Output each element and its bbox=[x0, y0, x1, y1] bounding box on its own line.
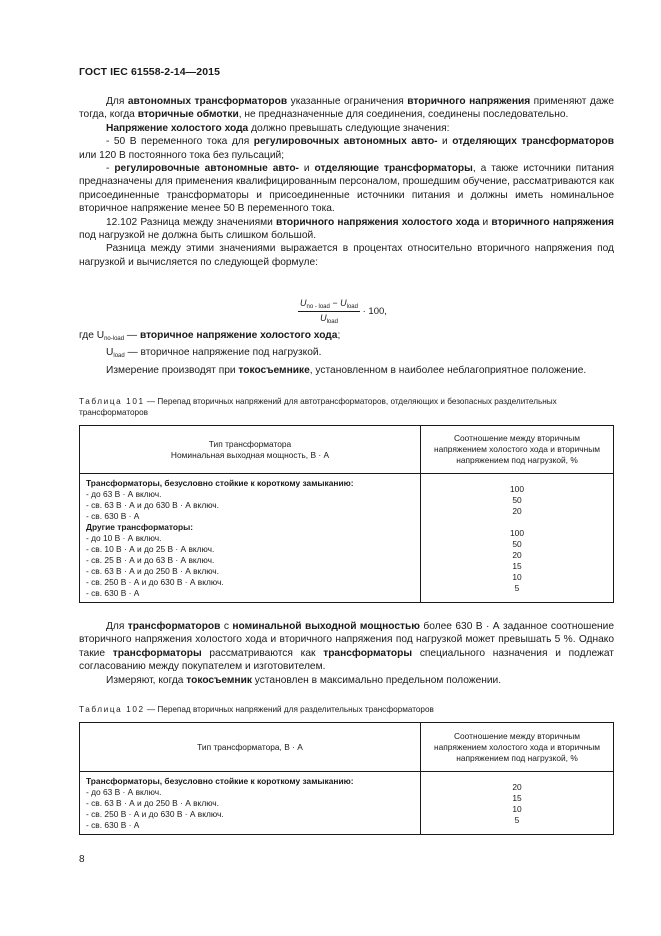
table-102 bbox=[79, 722, 614, 835]
table-102-caption: Таблица 102 — Перепад вторичных напряжений для разделительных трансформаторов bbox=[79, 705, 434, 714]
document-header: ГОСТ IEC 61558-2-14—2015 bbox=[79, 66, 221, 78]
definition-load: $U_{load}$ — вторичное напряжение под нагрузкой. bbox=[106, 347, 322, 360]
table-101-head-type: Тип трансформатора Номинальная выходная мощность, В · А bbox=[80, 426, 421, 474]
table-row: - св. 630 В · А bbox=[86, 588, 140, 598]
paragraph-12-102: 12.102 Разница между значениями вторичного напряжения холостого хода и вторичного напряжения под нагрузкой не должна быть слишком большой. bbox=[79, 216, 614, 242]
table-row: - до 63 В · А включ. bbox=[86, 489, 162, 499]
paragraph-over-630: Для трансформаторов с номинальной выходной мощностью более 630 В · А заданное соотношение вторичного напряжения холостого хода и вторичного напряжения под нагрузкой может превышать 5 %. Однако такие трансформаторы рассматриваются как трансформаторы специального назначения и подлежат согласованию между покупателем и изготовителем. bbox=[79, 621, 614, 673]
table-101-types: Трансформаторы, безусловно стойкие к короткому замыканию: - до 63 В · А включ. - св. 63 В · А и до 630 В · А включ. - св. 630 В · А Другие трансформаторы: - до 10 В · А включ. - св. 10 В · А и до 25 В · А включ. - св. 25 В · А и до 63 В · А включ. - св. 63 В · А и до 250 В · А включ. - св. 250 В · А и до 630 В · А включ. - св. 630 В · А bbox=[80, 474, 421, 603]
table-row: - св. 250 В · А и до 630 В · А включ. bbox=[86, 577, 224, 587]
paragraph-measurement: Измерение производят при токосъемнике, установленном в наиболее неблагоприятное положение. bbox=[106, 364, 587, 376]
table-row: - св. 25 В · А и до 63 В · А включ. bbox=[86, 555, 215, 565]
table-row: - св. 63 В · А и до 250 В · А включ. bbox=[86, 566, 219, 576]
table-102-types: Трансформаторы, безусловно стойкие к короткому замыканию: - до 63 В · А включ. - св. 63 В · А и до 250 В · А включ. - св. 250 В · А и до 630 В · А включ. - св. 630 В · А bbox=[80, 772, 421, 835]
table-101-caption: Таблица 101 — Перепад вторичных напряжений для автотрансформаторов, отделяющих и безопасных разделительных трансформаторов bbox=[79, 397, 557, 417]
definition-no-load: где $U_{no-load}$ — вторичное напряжение холостого хода; bbox=[79, 330, 341, 342]
table-row: - св. 630 В · А bbox=[86, 511, 140, 521]
table-row: - до 10 В · А включ. bbox=[86, 533, 162, 543]
paragraph-dash-2: - регулировочные автономные авто- и отделяющие трансформаторы, а также источники питания предназначены для применения квалифицированным персоналом, прошедшим обучение, рассматриваются как присоединенные трансформаторы и присоединенные источники питания и должны иметь номинальное вторичное напряжение менее 50 В переменного тока. bbox=[79, 163, 614, 215]
table-row: - св. 10 В · А и до 25 В · А включ. bbox=[86, 544, 215, 554]
page-number: 8 bbox=[79, 854, 85, 865]
table-102-head-type: Тип трансформатора, В · А bbox=[80, 723, 421, 772]
paragraph-difference: Разница между этими значениями выражается в процентах относительно вторичного напряжения под нагрузкой и вычисляется по следующей формуле: bbox=[79, 243, 614, 268]
body-text-definitions bbox=[79, 329, 614, 377]
paragraph-measured: Измеряют, когда токосъемник установлен в максимально предельном положении. bbox=[106, 674, 502, 686]
body-text-top bbox=[79, 95, 614, 269]
table-row: - до 63 В · А включ. bbox=[86, 787, 162, 797]
table-101 bbox=[79, 425, 614, 603]
paragraph-dash-1: - 50 В переменного тока для регулировочных автономных авто- и отделяющих трансформаторов или 120 В постоянного тока без пульсаций; bbox=[79, 136, 615, 161]
table-102-values: 20 15 10 5 bbox=[421, 772, 614, 835]
body-text-bottom bbox=[79, 620, 614, 687]
paragraph-autonomous: Для автономных трансформаторов указанные ограничения вторичного напряжения применяют даже тогда, когда вторичные обмотки, не предназначенные для соединения, соединены последовательно. bbox=[79, 96, 614, 121]
paragraph-no-load-voltage: Напряжение холостого хода должно превышать следующие значения: bbox=[106, 122, 450, 134]
table-101-head-ratio: Соотношение между вторичным напряжением холостого хода и вторичным напряжением под нагрузкой, % bbox=[421, 426, 614, 474]
table-row: - св. 250 В · А и до 630 В · А включ. bbox=[86, 809, 224, 819]
table-row: - св. 630 В · А bbox=[86, 820, 140, 830]
table-row: - св. 63 В · А и до 250 В · А включ. bbox=[86, 798, 219, 808]
table-102-head-ratio: Соотношение между вторичным напряжением холостого хода и вторичным напряжением под нагрузкой, % bbox=[421, 723, 614, 772]
formula-fraction: $\frac{U_{no - load} - U_{load}}{U_{load}}$ bbox=[300, 298, 358, 325]
formula: $\frac{U_{no - load} - U_{load}}{U_{load}}$ · 100, bbox=[300, 298, 387, 325]
table-row: - св. 63 В · А и до 630 В · А включ. bbox=[86, 500, 219, 510]
table-101-values: 100 50 20 100 50 20 15 10 5 bbox=[421, 474, 614, 603]
